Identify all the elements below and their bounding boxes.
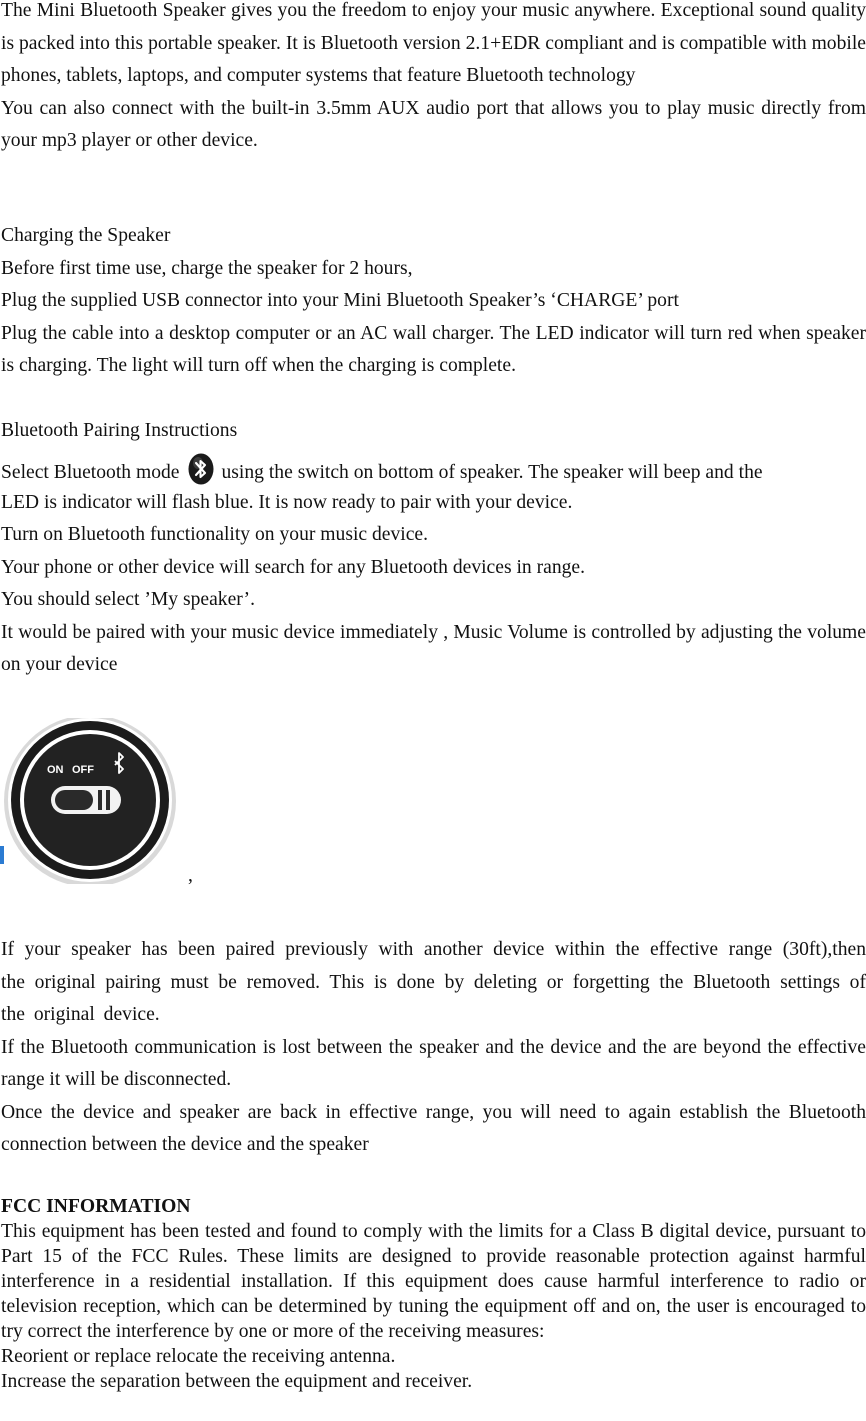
range-paragraph-1: If your speaker has been paired previously with another device within the effective range (30ft),then the original pairing must be removed. This is done by deleting or forgetting the Bluetooth settings of the original device.	[1, 939, 866, 1025]
pairing-section	[1, 415, 866, 682]
charging-heading: Charging the Speaker	[1, 225, 171, 246]
select-mode-text-after: using the switch on bottom of speaker. The speaker will beep and the	[221, 461, 763, 483]
charging-section	[1, 220, 866, 383]
fcc-measure-2: Increase the separation between the equipment and receiver.	[1, 1371, 473, 1392]
aux-paragraph: You can also connect with the built-in 3.5mm AUX audio port that allows you to play music directly from your mp3 player or other device.	[1, 97, 866, 151]
fcc-measure-1: Reorient or replace relocate the receiving antenna.	[1, 1346, 396, 1367]
pairing-heading: Bluetooth Pairing Instructions	[1, 420, 238, 441]
intro-paragraph: The Mini Bluetooth Speaker gives you the freedom to enjoy your music anywhere. Exceptional sound quality is packed into this portable speaker. It is Bluetooth version 2.1+EDR compliant and is compatible with mobile phones, tablets, laptops, and computer systems that feature Bluetooth technology	[1, 0, 866, 86]
figure-comma: ,	[188, 865, 193, 886]
switch-on-label: ON	[47, 764, 64, 776]
fcc-paragraph: This equipment has been tested and found to comply with the limits for a Class B digital device, pursuant to Part 15 of the FCC Rules. These limits are designed to provide reasonable protection against harmful interference in a residential installation. If this equipment does cause harmful interference to radio or television reception, which can be determined by tuning the equipment off and on, the user is encouraged to try correct the interference by one or more of the receiving measures:	[1, 1221, 866, 1342]
intro-section	[1, 0, 866, 158]
select-mode-text: Select Bluetooth mode	[1, 461, 180, 483]
charging-step-3: Plug the cable into a desktop computer or an AC wall charger. The LED indicator will turn red when speaker is charging. The light will turn off when the charging is complete.	[1, 322, 866, 376]
range-paragraph-2: If the Bluetooth communication is lost between the speaker and the device and the are beyond the effective range it will be disconnected.	[1, 1036, 866, 1090]
charging-step-2: Plug the supplied USB connector into your Mini Bluetooth Speaker’s ‘CHARGE’ port	[1, 290, 679, 311]
bluetooth-icon	[186, 452, 216, 486]
pairing-step-4: You should select ’My speaker’.	[1, 589, 255, 610]
power-switch-illustration	[0, 718, 186, 884]
pairing-step-3: Your phone or other device will search for any Bluetooth devices in range.	[1, 556, 586, 578]
range-paragraph-3: Once the device and speaker are back in effective range, you will need to again establish the Bluetooth connection between the device and the speaker	[1, 1101, 866, 1155]
charging-step-1: Before first time use, charge the speaker for 2 hours,	[1, 257, 413, 279]
pairing-led-line: LED is indicator will flash blue. It is now ready to pair with your device.	[1, 491, 573, 513]
pairing-step-2: Turn on Bluetooth functionality on your music device.	[1, 524, 429, 545]
switch-off-label: OFF	[72, 764, 94, 776]
pairing-step-5: It would be paired with your music device immediately , Music Volume is controlled by adjusting the volume on your device	[1, 621, 866, 675]
fcc-title: FCC INFORMATION	[1, 1196, 191, 1217]
fcc-section	[1, 1194, 866, 1394]
switch-figure	[0, 718, 300, 888]
range-section	[1, 934, 866, 1162]
